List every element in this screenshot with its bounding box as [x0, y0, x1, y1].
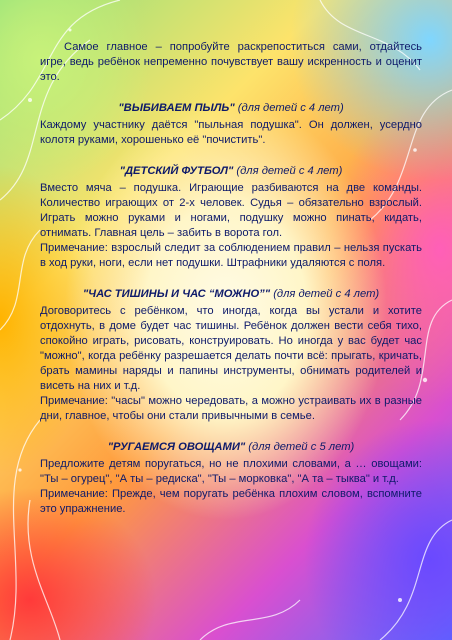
- section-heading: [40, 287, 422, 302]
- game-section: [40, 440, 422, 517]
- section-note: Примечание: взрослый следит за соблюдением правил – нельзя пускать в ход руки, ноги, если нет подушки. Штрафники удаляются с поля.: [40, 242, 422, 269]
- section-heading: [40, 101, 422, 116]
- section-age: (для детей с 4 лет): [237, 102, 344, 114]
- section-age: (для детей с 4 лет): [236, 165, 343, 177]
- section-age: (для детей с 4 лет): [273, 288, 380, 300]
- section-paragraph: Договоритесь с ребёнком, что иногда, когда вы устали и хотите отдохнуть, в доме будет час тишины. Ребёнок должен вести себя тихо, спокойно играть, рисовать, конструировать. Но иногда у вас будет час "можно", когда ребёнку разрешается делать почти всё: прыгать, кричать, брать мамины наряды и папины инструменты, обнимать родителей и висеть на них и т.д.: [40, 305, 422, 392]
- game-section: [40, 287, 422, 424]
- section-age: (для детей с 5 лет): [248, 441, 355, 453]
- article: [40, 40, 422, 533]
- section-title: "РУГАЕМСЯ ОВОЩАМИ": [107, 441, 246, 453]
- section-paragraph: Каждому участнику даётся "пыльная подушка". Он должен, усердно колотя руками, хорошенько её "почистить".: [40, 119, 422, 146]
- section-paragraph: Вместо мяча – подушка. Играющие разбиваются на две команды. Количество играющих от 2-х человек. Судья – обязательно взрослый. Играть можно руками и ногами, подушку можно пинать, кидать, отнимать. Главная цель – забить в ворота гол.: [40, 182, 422, 239]
- section-note: Примечание: Прежде, чем поругать ребёнка плохим словом, вспомните это упражнение.: [40, 488, 422, 515]
- section-note: Примечание: "часы" можно чередовать, а можно устраивать их в разные дни, главное, чтобы они стали привычными в семье.: [40, 395, 422, 422]
- game-section: [40, 101, 422, 148]
- section-paragraph: Предложите детям поругаться, но не плохими словами, а … овощами: "Ты – огурец", "А ты – редиска", "Ты – морковка", "А та – тыква" и т.д.: [40, 458, 422, 485]
- section-title: "ЧАС ТИШИНЫ И ЧАС “МОЖНО”": [82, 288, 271, 300]
- intro-paragraph: Самое главное – попробуйте раскрепоститься сами, отдайтесь игре, ведь ребёнок непременно почувствует вашу искренность и оценит это.: [40, 41, 422, 83]
- section-heading: [40, 440, 422, 455]
- section-title: "ВЫБИВАЕМ ПЫЛЬ": [118, 102, 235, 114]
- section-heading: [40, 164, 422, 179]
- section-title: "ДЕТСКИЙ ФУТБОЛ": [119, 165, 234, 177]
- game-section: [40, 164, 422, 271]
